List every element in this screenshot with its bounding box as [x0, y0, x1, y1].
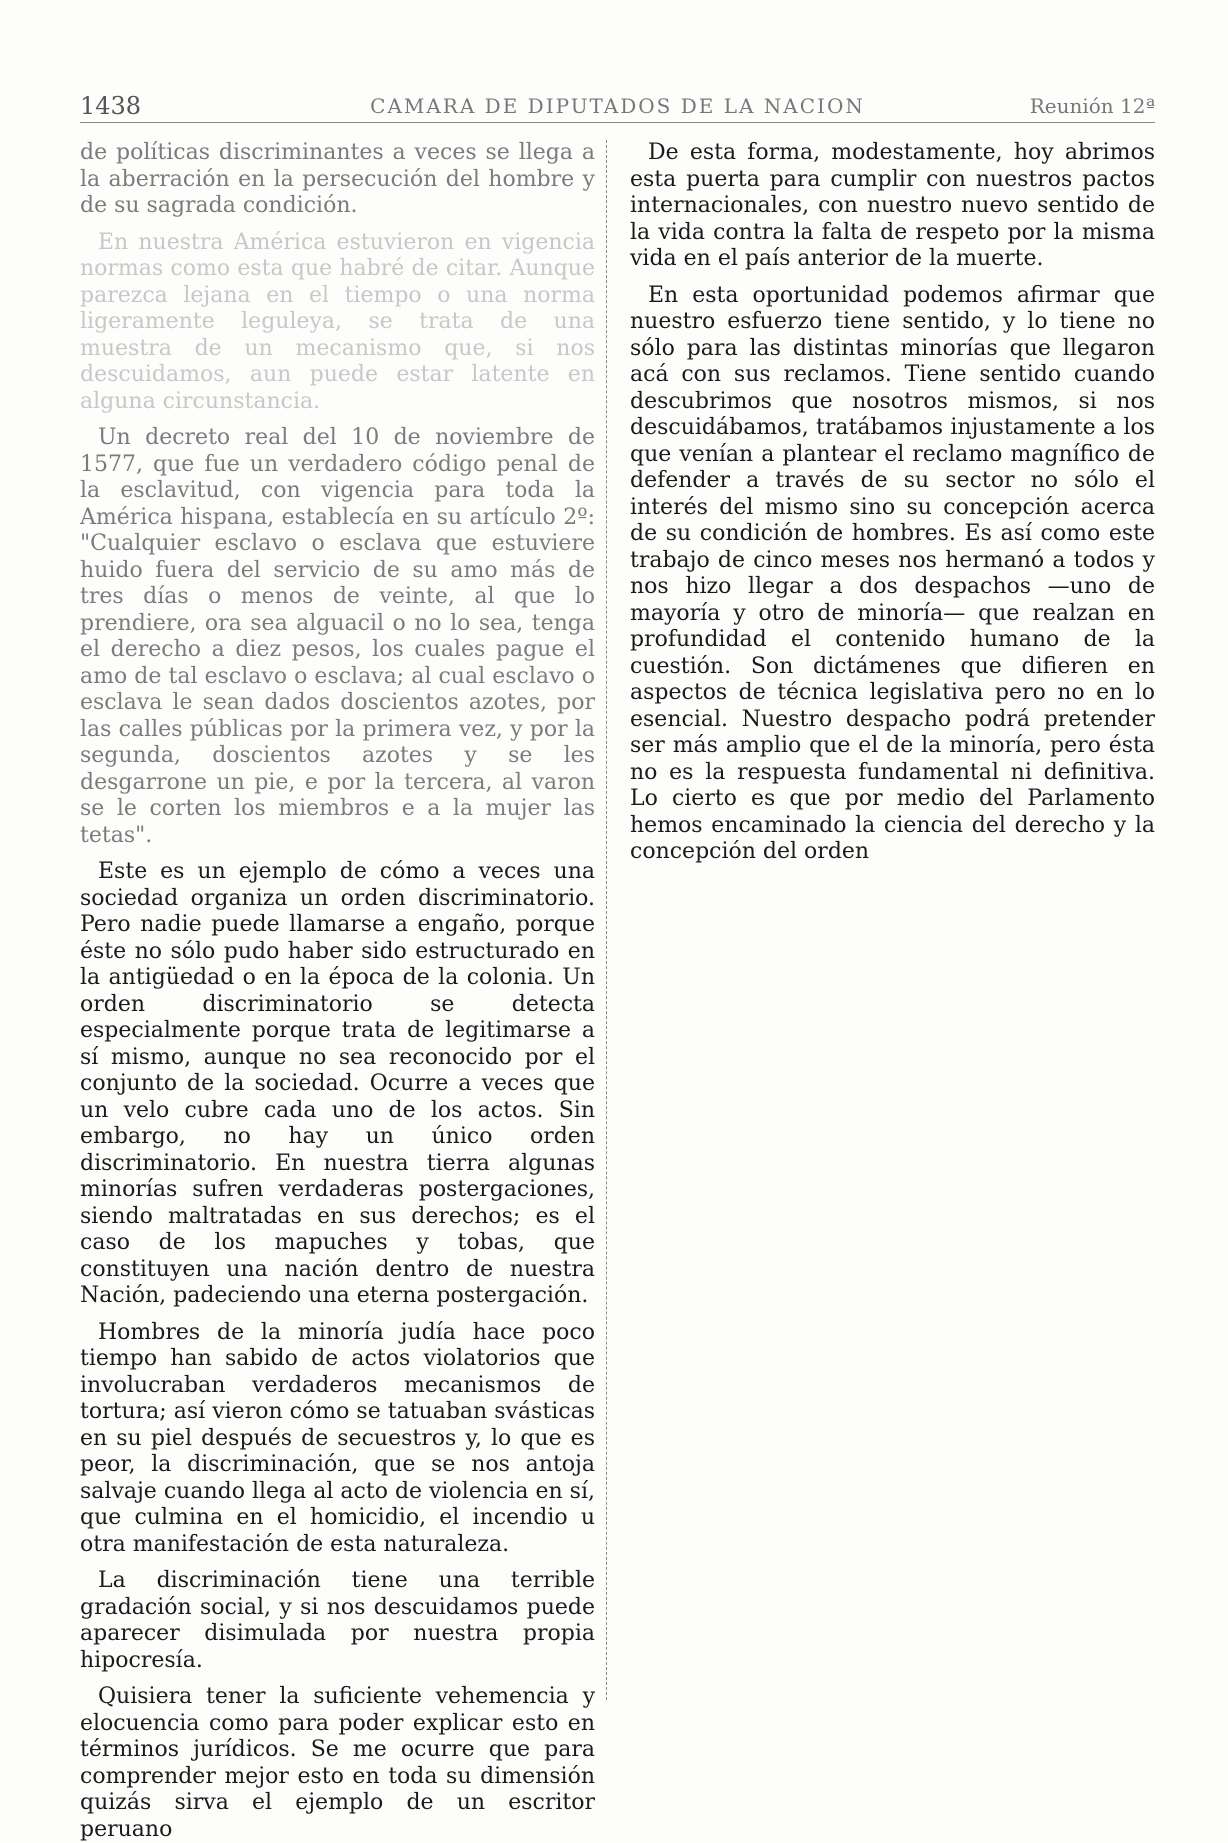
paragraph: de políticas discriminantes a veces se llega a la aberración en la persecución del hombre y de su sagrada condición.: [80, 140, 595, 218]
paragraph: Quisiera tener la suficiente vehemencia y elocuencia como para poder explicar esto en términos jurídicos. Se me ocurre que para comprender mejor esto en toda su dimensión quizás sirva el ejemplo de un escritor peruano: [80, 1684, 595, 1842]
page-number: 1438: [80, 92, 142, 120]
session-label: Reunión 12ª: [1029, 94, 1155, 118]
column-divider: [606, 140, 607, 1700]
paragraph: De esta forma, modestamente, hoy abrimos esta puerta para cumplir con nuestros pactos internacionales, con nuestro nuevo sentido de la vida contra la falta de respeto por la misma vida en el país anterior de la muerte.: [630, 140, 1155, 271]
right-column: [630, 140, 1155, 1700]
paragraph: La discriminación tiene una terrible gradación social, y si nos descuidamos puede aparecer disimulada por nuestra propia hipocresía.: [80, 1568, 595, 1673]
left-column: [80, 140, 595, 1842]
paragraph: Hombres de la minoría judía hace poco tiempo han sabido de actos violatorios que involucraban verdaderos mecanismos de tortura; así vieron cómo se tatuaban svásticas en su piel después de secuestros y, lo que es peor, la discriminación, que se nos antoja salvaje cuando llega al acto de violencia en sí, que culmina en el homicidio, el incendio u otra manifestación de esta naturaleza.: [80, 1319, 595, 1557]
paragraph: En esta oportunidad podemos afirmar que nuestro esfuerzo tiene sentido, y lo tiene no sólo para las distintas minorías que llegaron acá con sus reclamos. Tiene sentido cuando descubrimos que nosotros mismos, si nos descuidábamos, tratábamos injustamente a los que venían a plantear el reclamo magnífico de defender a través de su sector no sólo el interés del mismo sino su concepción acerca de su condición de hombres. Es así como este trabajo de cinco meses nos hermanó a todos y nos hizo llegar a dos despachos —uno de mayoría y otro de minoría— que realzan en profundidad el contenido humano de la cuestión. Son dictámenes que difieren en aspectos de técnica legislativa pero no en lo esencial. Nuestro despacho podrá pretender ser más amplio que el de la minoría, pero ésta no es la respuesta fundamental ni definitiva. Lo cierto es que por medio del Parlamento hemos encaminado la ciencia del derecho y la concepción del orden: [630, 282, 1155, 864]
paragraph: En nuestra América estuvieron en vigencia normas como esta que habré de citar. Aunque parezca lejana en el tiempo o una norma ligeramente leguleya, se trata de una muestra de un mecanismo que, si nos descuidamos, aun puede estar latente en alguna circunstancia.: [80, 229, 595, 414]
header-title: CAMARA DE DIPUTADOS DE LA NACION: [370, 94, 865, 118]
paragraph: Un decreto real del 10 de noviembre de 1577, que fue un verdadero código penal de la esclavitud, con vigencia para toda la América hispana, establecía en su artículo 2º: "Cualquier esclavo o esclava que estuviere huido fuera del servicio de su amo más de tres días o menos de veinte, al que lo prendiere, ora sea alguacil o no lo sea, tenga el derecho a diez pesos, los cuales pague el amo de tal esclavo o esclava; al cual esclavo o esclava le sean dados doscientos azotes, por las calles públicas por la primera vez, y por la segunda, doscientos azotes y se les desgarrone un pie, e por la tercera, al varon se le corten los miembros e a la mujer las tetas".: [80, 425, 595, 848]
page-header: [80, 92, 1155, 123]
paragraph: Este es un ejemplo de cómo a veces una sociedad organiza un orden discriminatorio. Pero nadie puede llamarse a engaño, porque éste no sólo pudo haber sido estructurado en la antigüedad o en la época de la colonia. Un orden discriminatorio se detecta especialmente porque trata de legitimarse a sí mismo, aunque no sea reconocido por el conjunto de la sociedad. Ocurre a veces que un velo cubre cada uno de los actos. Sin embargo, no hay un único orden discriminatorio. En nuestra tierra algunas minorías sufren verdaderas postergaciones, siendo maltratadas en sus derechos; es el caso de los mapuches y tobas, que constituyen una nación dentro de nuestra Nación, padeciendo una eterna postergación.: [80, 859, 595, 1308]
